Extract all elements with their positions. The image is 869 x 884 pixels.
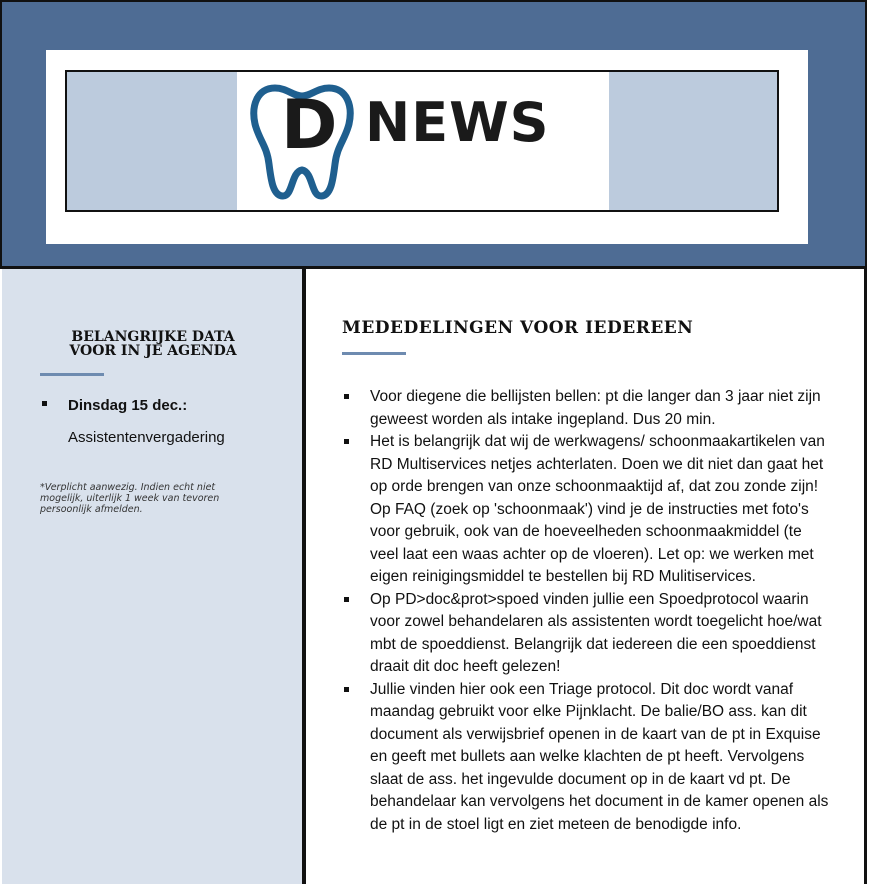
agenda-list <box>40 396 280 448</box>
announcement-list <box>342 386 834 836</box>
agenda-note: *Verplicht aanwezig. Indien echt niet mogelijk, uiterlijk 1 week van tevoren persoonlijk afmelden. <box>40 482 220 515</box>
announcement-item <box>342 386 834 431</box>
bullet-icon <box>42 401 47 406</box>
announcement-text: Voor diegene die bellijsten bellen: pt die langer dan 3 jaar niet zijn geweest worden als intake ingepland. Dus 20 min. <box>370 388 821 428</box>
logo-letter: D <box>281 86 338 165</box>
sidebar <box>2 268 303 884</box>
logo-banner <box>65 70 779 212</box>
main-accent-rule <box>342 352 406 355</box>
bullet-icon <box>344 439 349 444</box>
sidebar-accent-rule <box>40 373 104 376</box>
sidebar-title-line1: BELANGRIJKE DATA <box>71 329 235 345</box>
announcement-item <box>342 679 834 837</box>
announcement-text: Op PD>doc&prot>spoed vinden jullie een Spoedprotocol waarin voor zowel behandelaren als assistenten wordt toegelicht hoe/wat mbt de spoeddienst. Belangrijk dat iedereen die een spoeddienst draait dit doc heeft gelezen! <box>370 590 822 675</box>
bullet-icon <box>344 394 349 399</box>
announcement-item <box>342 589 834 679</box>
bullet-icon <box>344 687 349 692</box>
agenda-item <box>40 396 280 448</box>
logo <box>237 72 609 210</box>
announcement-item <box>342 431 834 589</box>
sidebar-title-line2: VOOR IN JE AGENDA <box>69 343 237 359</box>
bullet-icon <box>344 597 349 602</box>
header-divider <box>0 266 867 269</box>
announcement-text: Het is belangrijk dat wij de werkwagens/ schoonmaakartikelen van RD Multiservices netjes achterlaten. Doen we dit niet dan gaat het op orde brengen van onze schoonmaaktijd af, dat zou zonde zijn! Op FAQ (zoek op 'schoonmaak') vind je de instructies met foto's voor gebruik, ook van de hoeveelheden schoonmaakmiddel (te veel laat een waas achter op de vloeren). Let op: we werken met eigen reinigingsmiddel te bestellen bij RD Mulitiservices. <box>370 433 825 585</box>
agenda-event: Assistentenvergadering <box>68 429 225 446</box>
logo-word: NEWS <box>365 91 550 154</box>
main-title: MEDEDELINGEN VOOR IEDEREEN <box>342 318 694 338</box>
agenda-date: Dinsdag 15 dec.: <box>68 397 188 414</box>
announcement-text: Jullie vinden hier ook een Triage protocol. Dit doc wordt vanaf maandag gebruikt voor elke Pijnklacht. De balie/BO ass. kan dit document als verwijsbrief openen in de kaart van de pt in Exquise en geeft met bullets aan welke klachten de pt heeft. Vervolgens slaat de ass. het ingevulde document op in de kaart vd pt. De behandelaar kan vervolgens het document in de kamer openen als de pt in de stoel ligt en ziet meteen de benodigde info. <box>370 680 829 833</box>
sidebar-title <box>40 330 266 358</box>
